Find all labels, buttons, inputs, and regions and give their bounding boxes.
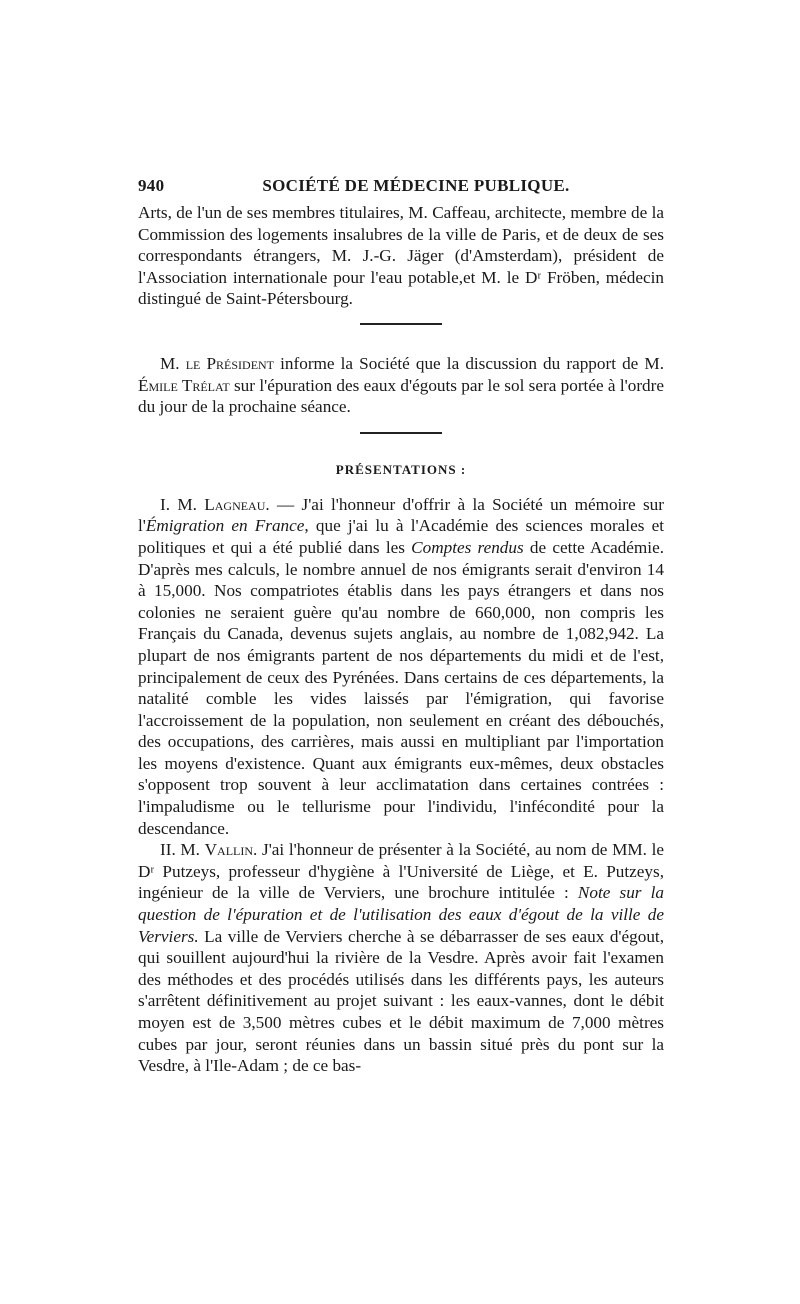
paragraph-president: [138, 353, 664, 418]
paragraph-vallin-text-1: J'ai l'honneur de présenter à la Société, au nom de MM. le Dʳ Putzeys, professeur d'hygiène à l'Université de Liège, et E. Putzeys, ingénieur de la ville de Verviers, une brochure intitulée :: [138, 840, 664, 903]
paragraph-president-text-2: sur l'épuration des eaux d'égouts par le sol sera portée à l'ordre du jour de la prochaine séance.: [138, 375, 664, 417]
item-number-2: II. M.: [160, 840, 205, 860]
name-emile-trelat: Émile Trélat: [138, 375, 230, 395]
speaker-lagneau: Lagneau.: [204, 494, 270, 514]
journal-title: SOCIÉTÉ DE MÉDECINE PUBLIQUE.: [262, 176, 570, 195]
item-number-1: I. M.: [160, 494, 205, 514]
paragraph-arts: Arts, de l'un de ses membres titulaires, M. Caffeau, architecte, membre de la Commission des logements insalubres de la ville de Paris, et de deux de ses correspondants étrangers, M. J.-G. Jäger (d'Amsterdam), président de l'Association internationale pour l'eau potable,et M. le Dʳ Fröben, médecin distingué de Saint-Pétersbourg.: [138, 203, 664, 309]
paragraph-lagneau-text-2: , que j'ai lu à l'Académie des sciences morales et politiques et qui a été publié dans les: [138, 516, 664, 557]
book-page: [138, 176, 664, 1077]
running-head: [138, 176, 664, 202]
paragraph-lagneau: [138, 494, 664, 840]
paragraph-lagneau-text-1: — J'ai l'honneur d'offrir à la Société un mémoire sur l': [138, 494, 664, 536]
title-note-verviers: Note sur la question de l'épuration et de l'utilisation des eaux d'égout de la ville de Verviers.: [138, 883, 664, 946]
section-divider: [360, 432, 442, 434]
speaker-vallin: Vallin.: [204, 840, 258, 860]
paragraph-vallin-text-2: La ville de Verviers cherche à se débarrasser de ses eaux d'égout, qui souillent aujourd'hui la rivière de la Vesdre. Après avoir fait l'examen des méthodes et des procédés utilisés dans les différents pays, les auteurs s'arrêtent définitivement au projet suivant : les eaux-vannes, dont le débit moyen est de 3,500 mètres cubes et le débit maximum de 7,000 mètres cubes par jour, seront réunies dans un bassin situé près du pont sur la Vesdre, à l'Ile-Adam ; de ce bas-: [138, 926, 664, 1076]
speaker-president: M. le Président: [160, 353, 275, 373]
paragraph-president-text-1: informe la Société que la discussion du rapport de M.: [274, 353, 665, 373]
paragraph-vallin: [138, 839, 664, 1077]
paragraph-lagneau-text-3: de cette Académie. D'après mes calculs, le nombre annuel de nos émigrants serait d'environ 14 à 15,000. Nos compatriotes établis dans les pays étrangers et dans nos colonies ne seraient guère qu'au nombre de 660,000, non compris les Français du Canada, devenus sujets anglais, au nombre de 1,082,942. La plupart de nos émigrants partent de nos départements du midi et de l'est, principalement de ceux des Pyrénées. Dans certains de ces départements, la natalité comble les vides laissés par l'émigration, qui favorise l'accroissement de la population, non seulement en créant des débouchés, des occupations, des carrières, mais aussi en multipliant par l'importation les moyens d'existence. Quant aux émigrants eux-mêmes, deux obstacles s'opposent trop souvent à leur acclimatation dans certaines contrées : l'impaludisme ou le tellurisme pour l'individu, l'infécondité pour la descendance.: [138, 537, 664, 838]
section-divider: [360, 323, 442, 325]
presentations-heading: PRÉSENTATIONS :: [335, 461, 467, 477]
page-number: 940: [138, 176, 165, 195]
title-emigration: Émigration en France: [145, 516, 305, 536]
journal-comptes-rendus: Comptes rendus: [411, 537, 524, 557]
